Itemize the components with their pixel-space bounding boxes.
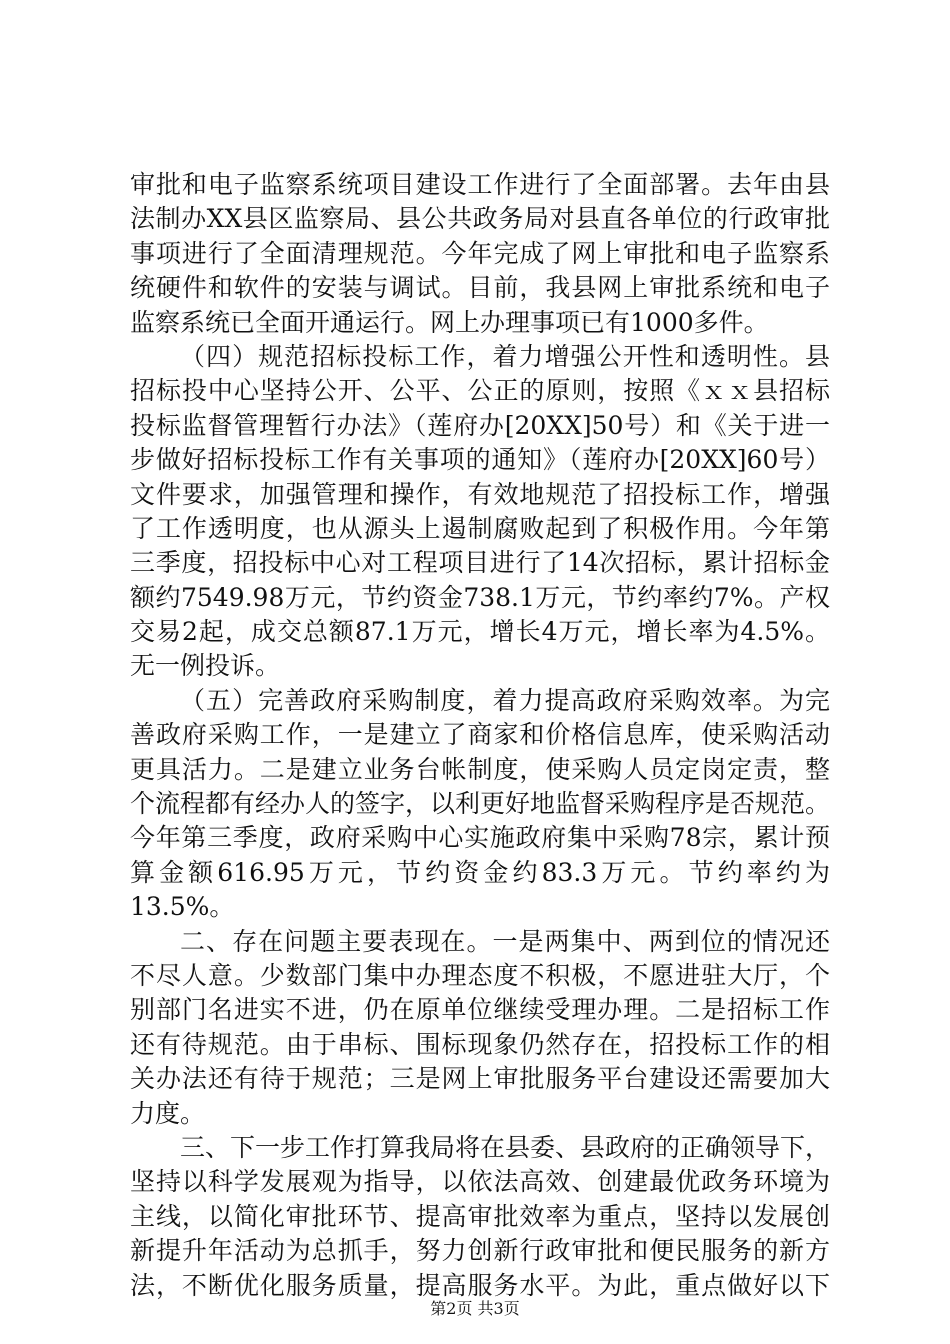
text-line: 了工作透明度，也从源头上遏制腐败起到了积极作用。今年第 xyxy=(130,513,830,543)
text-line: 关办法还有待于规范；三是网上审批服务平台建设还需要加大 xyxy=(130,1064,830,1094)
text-line: 投标监督管理暂行办法》（莲府办[20XX]50号）和《关于进一 xyxy=(130,410,830,440)
text-line: 三、下一步工作打算我局将在县委、县政府的正确领导下， xyxy=(180,1132,831,1162)
text-line: 新提升年活动为总抓手，努力创新行政审批和便民服务的新方 xyxy=(130,1236,830,1266)
text-line: 今年第三季度，政府采购中心实施政府集中采购78宗，累计预 xyxy=(130,823,830,853)
text-line: 个流程都有经办人的签字，以利更好地监督采购程序是否规范。 xyxy=(130,789,831,819)
text-line: 还有待规范。由于串标、围标现象仍然存在，招投标工作的相 xyxy=(130,1029,830,1059)
text-line: 主线，以简化审批环节、提高审批效率为重点，坚持以发展创 xyxy=(130,1201,830,1231)
text-line: 法制办XX县区监察局、县公共政务局对县直各单位的行政审批 xyxy=(130,204,830,234)
text-line: 文件要求，加强管理和操作，有效地规范了招投标工作，增强 xyxy=(130,479,830,509)
text-line: 13.5%。 xyxy=(130,892,235,922)
text-line: 无一例投诉。 xyxy=(130,651,281,681)
text-line: （四）规范招标投标工作，着力增强公开性和透明性。县 xyxy=(180,341,830,371)
text-line: 步做好招标投标工作有关事项的通知》（莲府办[20XX]60号） xyxy=(130,445,830,475)
text-line: 交易2起，成交总额87.1万元，增长4万元，增长率为4.5%。 xyxy=(130,617,830,647)
text-line: 更具活力。二是建立业务台帐制度，使采购人员定岗定责，整 xyxy=(130,754,830,784)
text-line: 三季度，招投标中心对工程项目进行了14次招标，累计招标金 xyxy=(130,548,830,578)
text-line: 二、存在问题主要表现在。一是两集中、两到位的情况还 xyxy=(180,926,830,956)
text-line: 法，不断优化服务质量，提高服务水平。为此，重点做好以下 xyxy=(130,1270,830,1300)
text-line: （五）完善政府采购制度，着力提高政府采购效率。为完 xyxy=(180,685,830,715)
document-body xyxy=(130,168,830,1303)
page-number-label: 第2页 共3页 xyxy=(430,1299,520,1318)
text-line: 招标投中心坚持公开、公平、公正的原则，按照《ｘｘ县招标 xyxy=(130,376,830,406)
text-line: 善政府采购工作，一是建立了商家和价格信息库，使采购活动 xyxy=(130,720,830,750)
text-line: 监察系统已全面开通运行。网上办理事项已有1000多件。 xyxy=(130,307,769,337)
text-line: 事项进行了全面清理规范。今年完成了网上审批和电子监察系 xyxy=(130,238,830,268)
text-line: 别部门名进实不进，仍在原单位继续受理办理。二是招标工作 xyxy=(130,995,830,1025)
text-line: 额约7549.98万元，节约资金738.1万元，节约率约7%。产权 xyxy=(130,582,830,612)
text-line: 统硬件和软件的安装与调试。目前，我县网上审批系统和电子 xyxy=(130,273,830,303)
page-footer xyxy=(0,1299,950,1319)
text-line: 力度。 xyxy=(130,1098,206,1128)
text-line: 不尽人意。少数部门集中办理态度不积极，不愿进驻大厅，个 xyxy=(130,960,830,990)
text-line: 审批和电子监察系统项目建设工作进行了全面部署。去年由县 xyxy=(130,170,830,199)
text-line: 算金额616.95万元，节约资金约83.3万元。节约率约为 xyxy=(130,857,830,887)
text-line: 坚持以科学发展观为指导，以依法高效、创建最优政务环境为 xyxy=(130,1167,830,1197)
